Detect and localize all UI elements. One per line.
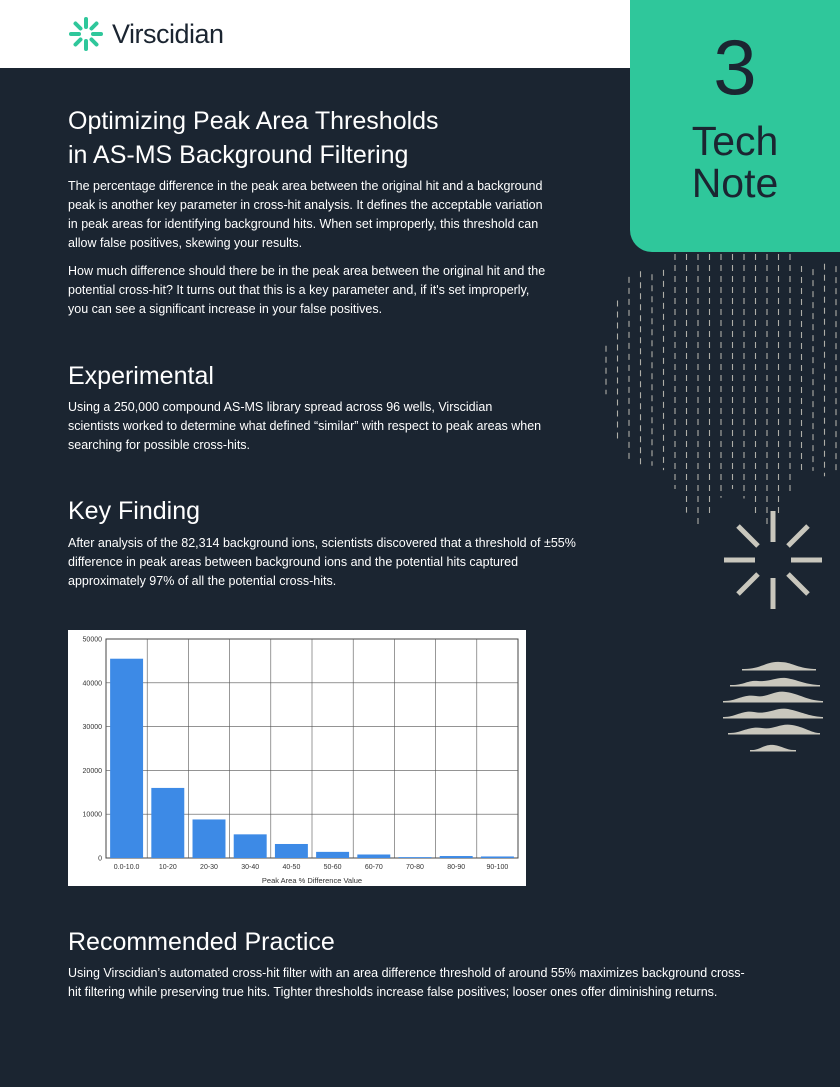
bar-70-80 <box>399 857 432 858</box>
x-tick-label: 70-80 <box>406 864 424 871</box>
bar-90-100 <box>481 856 514 858</box>
key-finding-heading: Key Finding <box>68 497 201 525</box>
page-title: Optimizing Peak Area Thresholds in AS-MS Background Filtering <box>68 107 439 169</box>
recommended-paragraph: Using Virscidian’s automated cross-hit filter with an area difference threshold of around 55% maximizes background cross- hit filtering while preserving true hits. Tighter thresholds increase false positives; looser ones offer diminishing returns. <box>68 966 745 999</box>
logo-starburst-icon <box>68 16 104 52</box>
histogram-svg <box>68 630 526 886</box>
x-tick-label: 20-30 <box>200 864 218 871</box>
y-tick-label: 20000 <box>82 767 102 775</box>
y-tick-label: 0 <box>98 855 102 863</box>
histogram-chart <box>68 630 526 886</box>
tech-note-label: Tech Note <box>691 118 779 206</box>
x-tick-label: 40-50 <box>282 864 301 871</box>
brand-logo <box>68 14 224 54</box>
y-tick-label: 30000 <box>82 724 102 732</box>
bar-40-50 <box>275 844 308 858</box>
x-tick-label: 60-70 <box>364 864 383 871</box>
recommended-heading: Recommended Practice <box>68 928 335 956</box>
x-tick-label: 80-90 <box>447 864 466 871</box>
bar-30-40 <box>234 834 267 858</box>
y-tick-label: 10000 <box>82 811 102 819</box>
y-tick-label: 40000 <box>82 680 102 688</box>
bar-10-20 <box>151 788 184 858</box>
x-axis-label: Peak Area % Difference Value <box>261 876 363 885</box>
dashed-lines-decoration <box>596 250 840 550</box>
x-tick-label: 50-60 <box>323 864 342 871</box>
brand-name: Virscidian <box>112 18 224 49</box>
x-tick-label: 30-40 <box>241 864 260 871</box>
bar-80-90 <box>440 856 473 858</box>
waves-decoration-icon <box>722 660 824 760</box>
bar-60-70 <box>357 854 390 858</box>
intro-paragraph-2: How much difference should there be in the peak area between the original hit and the potential cross-hit? It turns out that this is a key parameter and, if it's set improperly, you can see a significant increase in your false positives. <box>68 264 546 316</box>
y-tick-label: 50000 <box>82 636 102 644</box>
experimental-heading: Experimental <box>68 362 214 390</box>
tech-note-number: 3 <box>713 23 757 111</box>
bar-50-60 <box>316 852 349 858</box>
tech-note-badge <box>630 0 840 252</box>
x-tick-label: 0.0-10.0 <box>113 864 140 871</box>
bar-0.0-10.0 <box>110 659 143 858</box>
intro-paragraph-1: The percentage difference in the peak area between the original hit and a background peak is another key parameter in cross-hit analysis. It defines the acceptable variation in peak areas for identifying background hits. When set improperly, this threshold can allow false positives, skewing your results. <box>68 179 543 250</box>
x-tick-label: 10-20 <box>158 864 177 871</box>
bar-20-30 <box>193 819 226 858</box>
experimental-paragraph: Using a 250,000 compound AS-MS library spread across 96 wells, Virscidian scientists worked to determine what defined “similar” with respect to peak areas when searching for possible cross-hits. <box>68 400 542 452</box>
starburst-decoration-icon <box>720 508 826 612</box>
key-finding-paragraph: After analysis of the 82,314 background ions, scientists discovered that a threshold of ±55% difference in peak areas between background ions and the potential hits captured approximately 97% of all the potential cross-hits. <box>68 536 576 588</box>
x-tick-label: 90-100 <box>486 864 509 871</box>
